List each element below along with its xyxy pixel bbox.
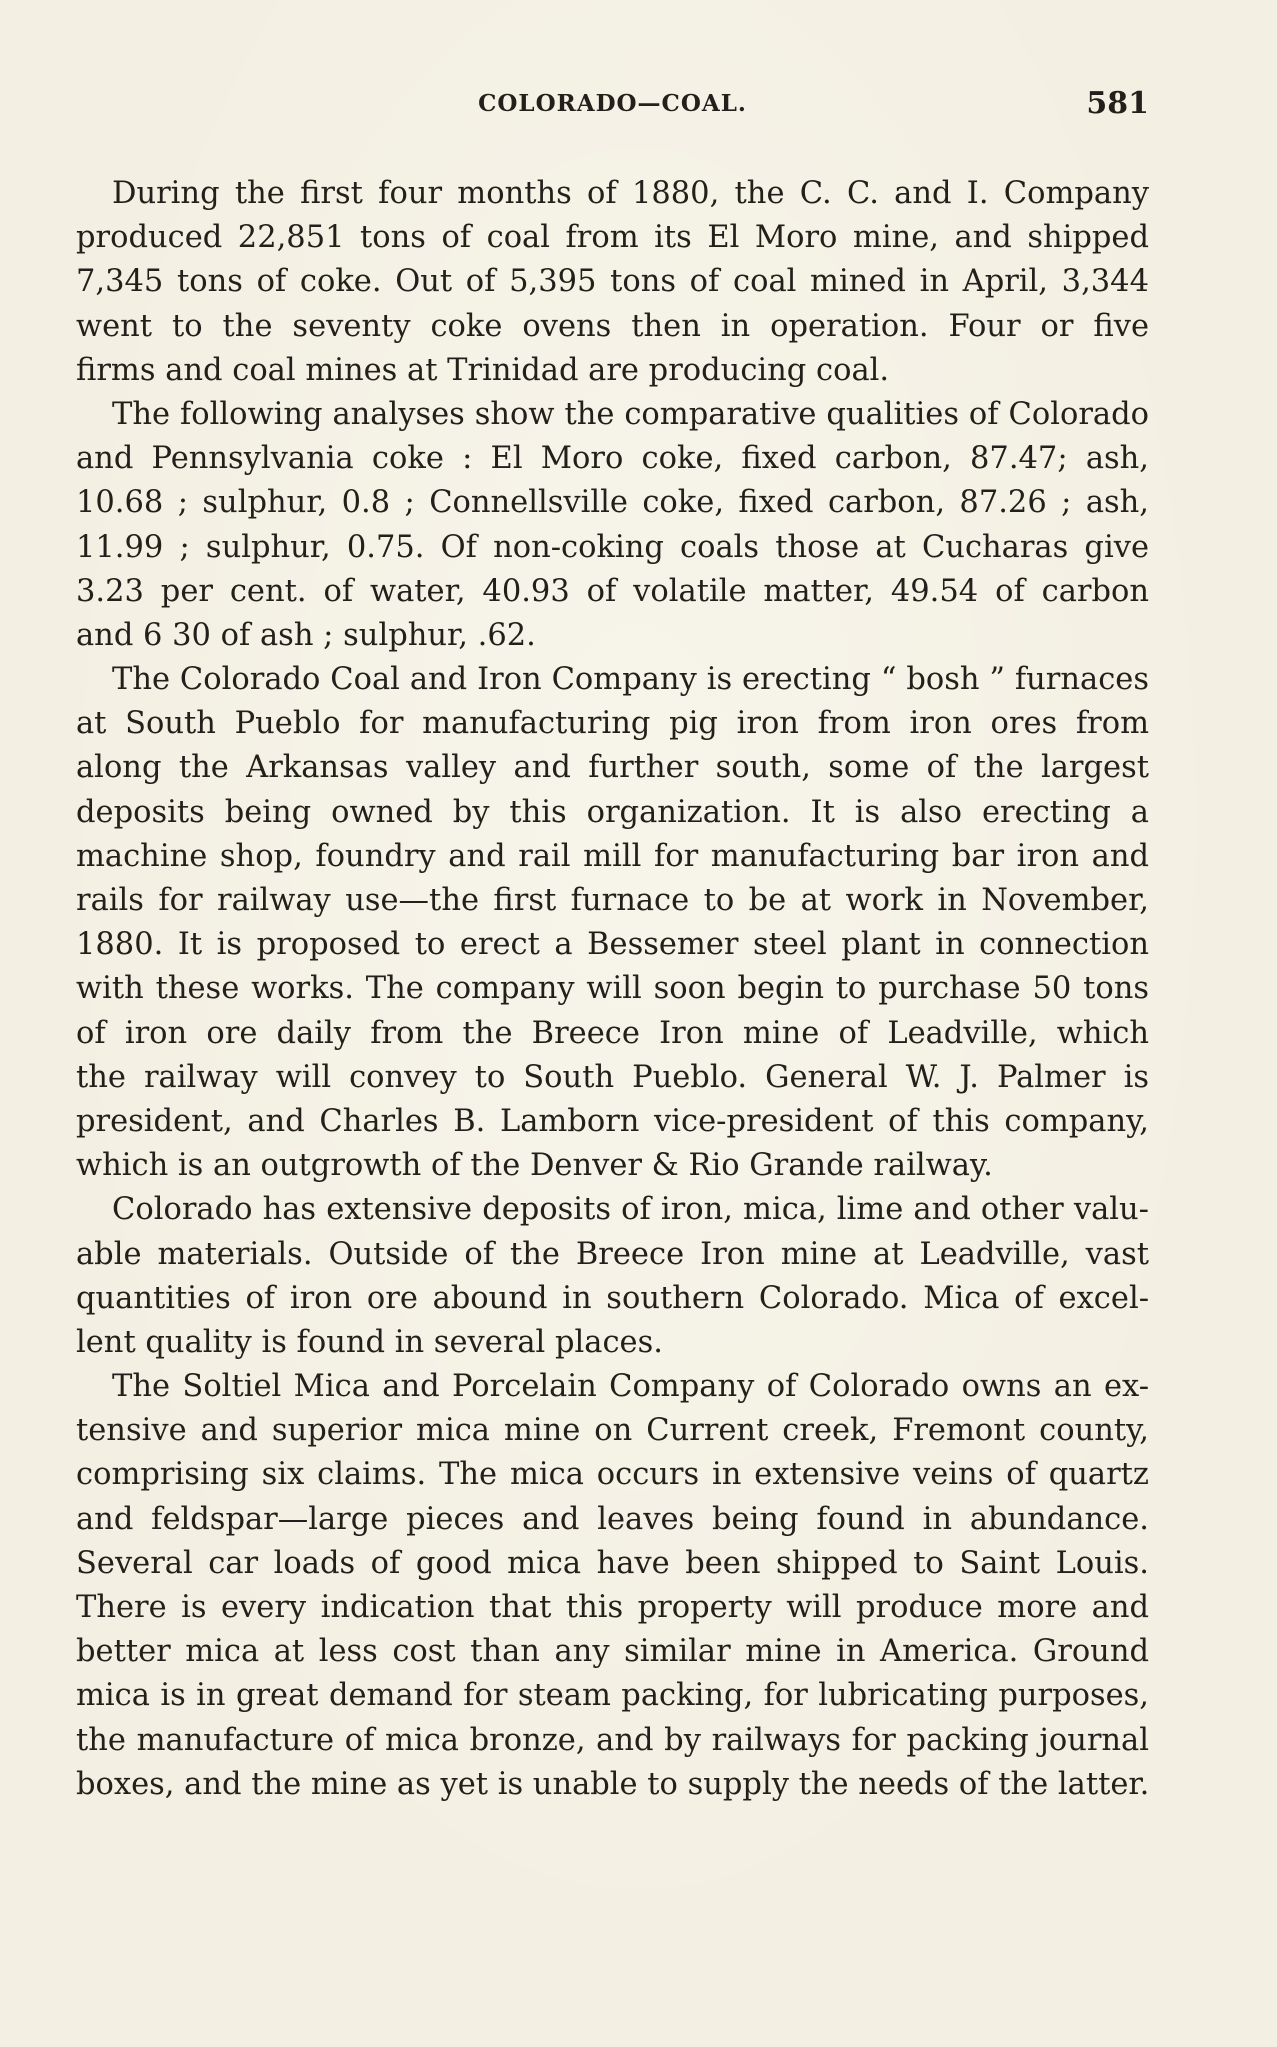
text-line: 1880. It is proposed to erect a Bessemer steel plant in connection <box>76 927 1149 963</box>
text-line: 3.23 per cent. of water, 40.93 of volatile matter, 49.54 of carbon <box>76 573 1149 609</box>
text-line: the manufacture of mica bronze, and by railways for packing journal <box>76 1722 1149 1758</box>
text-line: able materials. Outside of the Breece Iron mine at Leadville, vast <box>76 1236 1149 1272</box>
text-line: machine shop, foundry and rail mill for manufacturing bar iron and <box>76 838 1149 874</box>
text-line: which is an outgrowth of the Denver & Rio Grande railway. <box>76 1148 993 1184</box>
paragraph-1 <box>76 172 1149 393</box>
text-line: and Pennsylvania coke : El Moro coke, fixed carbon, 87.47; ash, <box>76 441 1149 477</box>
text-line: There is every indication that this property will produce more and <box>76 1590 1149 1625</box>
text-line: better mica at less cost than any similar mine in America. Ground <box>76 1634 1149 1670</box>
text-line: tensive and superior mica mine on Current creek, Fremont county, <box>76 1413 1149 1449</box>
paragraph-4 <box>76 1188 1149 1365</box>
text-line: The Soltiel Mica and Porcelain Company of Colorado owns an ex- <box>112 1369 1149 1405</box>
text-line: went to the seventy coke ovens then in operation. Four or five <box>76 308 1149 344</box>
text-line: produced 22,851 tons of coal from its El Moro mine, and shipped <box>76 220 1149 256</box>
running-title: COLORADO—COAL. <box>478 90 747 117</box>
text-line: Colorado has extensive deposits of iron, mica, lime and other valu- <box>112 1192 1149 1228</box>
paragraph-2 <box>76 393 1149 658</box>
text-line: 10.68 ; sulphur, 0.8 ; Connellsville coke, fixed carbon, 87.26 ; ash, <box>76 485 1149 521</box>
text-line: the railway will convey to South Pueblo. General W. J. Palmer is <box>76 1059 1149 1095</box>
text-line: quantities of iron ore abound in southern Colorado. Mica of excel- <box>76 1280 1149 1316</box>
text-line: 11.99 ; sulphur, 0.75. Of non-coking coals those at Cucharas give <box>76 529 1149 565</box>
text-line: mica is in great demand for steam packing, for lubricating purposes, <box>76 1678 1149 1714</box>
text-line: 7,345 tons of coke. Out of 5,395 tons of coal mined in April, 3,344 <box>76 264 1149 300</box>
text-line: rails for railway use—the first furnace to be at work in November, <box>76 883 1149 918</box>
page-number: 581 <box>1086 86 1149 121</box>
text-line: comprising six claims. The mica occurs in extensive veins of quartz <box>76 1457 1149 1493</box>
text-line: and 6 30 of ash ; sulphur, .62. <box>76 617 536 653</box>
text-line: and feldspar—large pieces and leaves being found in abundance. <box>76 1501 1149 1537</box>
text-line: Several car loads of good mica have been shipped to Saint Louis. <box>76 1545 1149 1581</box>
text-line: president, and Charles B. Lamborn vice-president of this company, <box>76 1103 1149 1139</box>
text-line: firms and coal mines at Trinidad are producing coal. <box>76 352 890 388</box>
text-line: along the Arkansas valley and further south, some of the largest <box>76 750 1149 786</box>
paragraph-3 <box>76 658 1149 1188</box>
paragraph-5 <box>76 1365 1149 1807</box>
text-line: at South Pueblo for manufacturing pig iron from iron ores from <box>76 706 1149 742</box>
text-line: of iron ore daily from the Breece Iron mine of Leadville, which <box>76 1015 1149 1051</box>
text-line: The Colorado Coal and Iron Company is erecting “ bosh ” furnaces <box>112 662 1149 698</box>
text-line: boxes, and the mine as yet is unable to supply the needs of the latter. <box>76 1766 1150 1802</box>
text-line: with these works. The company will soon begin to purchase 50 tons <box>76 971 1149 1007</box>
running-head <box>76 86 1149 122</box>
text-line: The following analyses show the comparative qualities of Colorado <box>112 396 1149 432</box>
body-text <box>76 172 1149 1807</box>
text-line: During the first four months of 1880, the C. C. and I. Company <box>112 176 1149 211</box>
text-line: lent quality is found in several places. <box>76 1324 663 1360</box>
text-line: deposits being owned by this organization. It is also erecting a <box>76 794 1149 830</box>
